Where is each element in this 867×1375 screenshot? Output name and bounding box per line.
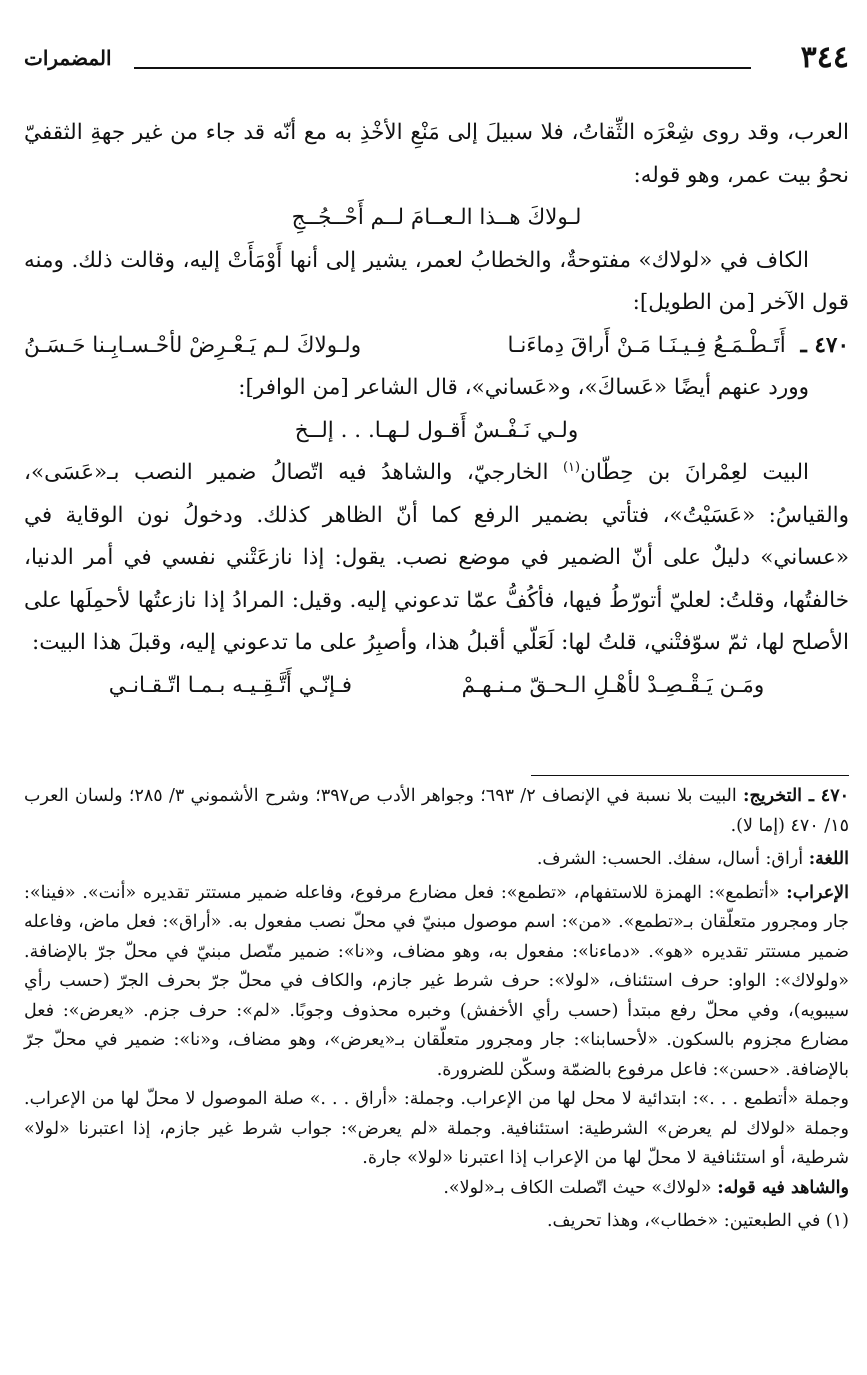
footnotes: [24, 782, 849, 1237]
hemistich-text: أَتَـطْـمَـعُ فِـيـنَـا مَـنْ أَراقَ دِماءَنـا: [507, 332, 786, 358]
verse-number: ٤٧٠ ـ: [800, 332, 849, 358]
note-text: البيت بلا نسبة في الإنصاف ٢/ ٦٩٣؛ وجواهر الأدب ص٣٩٧؛ وشرح الأشموني ٣/ ٢٨٥؛ ولسان العرب ١٥/ ٤٧٠ (إما لا).: [24, 786, 849, 836]
footnote-1: (١) في الطبعتين: «خطاب»، وهذا تحريف.: [546, 1211, 849, 1231]
jumal-note: وجملة «أتطمع . . .»: ابتدائية لا محل لها من الإعراب. وجملة: «أراق . . .» صلة الموصول لا محلّ لها من الإعراب. وجملة «لولاك لم يعرض» الشرطية: استئنافية. وجملة «لم يعرض»: جواب شرط غير جازم، إذا اعتبرنا «لولا» شرطية، أو استئنافية لا محلّ لها من الإعراب إذا اعتبرنا «لولا» جارة.: [24, 1089, 849, 1168]
page-header: [24, 38, 849, 78]
paragraph-text: البيت لعِمْرانَ بن حِطّان: [580, 460, 809, 485]
verse-470: [24, 325, 849, 368]
shahid-note: [24, 1174, 849, 1204]
verse-second-hemistich: فـإنّـي أَتَّـقِـيـه بـمـا اتّـقـانـي: [108, 672, 353, 698]
footnote-marker: (١): [562, 459, 581, 475]
main-text: [24, 112, 849, 707]
verse-line-pair: [24, 665, 849, 708]
verse-470-first-hemistich: [508, 325, 849, 368]
note-label: ٤٧٠ ـ التخريج:: [742, 786, 849, 806]
note-label: والشاهد فيه قوله:: [717, 1177, 849, 1198]
paragraph: [24, 452, 849, 665]
note-text: «لولاك» حيث اتّصلت الكاف بـ«لولا».: [443, 1177, 718, 1198]
verse-first-hemistich: ومَـن يَـقْـصِـدْ لأهْـلِ الـحـقّ مـنـهـمْ: [461, 672, 765, 698]
verse-line: ولـي نَـفْـسٌ أَقـول لـهـا. . . إلــخ: [294, 417, 579, 443]
note-label: اللغة:: [808, 849, 849, 869]
book-page: [24, 0, 849, 1375]
header-rule: [134, 67, 751, 69]
paragraph: الكاف في «لولاك» مفتوحةٌ، والخطابُ لعمر، يشير إلى أنها أَوْمَأَتْ إليه، وقالت ذلك. ومنه قول الآخر [من الطويل]:: [24, 247, 849, 315]
note-text: أراق: أسال، سفك. الحسب: الشرف.: [536, 849, 809, 869]
running-head: المضمرات: [24, 46, 112, 70]
lugha-note: [24, 845, 849, 875]
page-number: ٣٤٤: [800, 40, 849, 75]
irab-note: [24, 879, 849, 1086]
takhrij-note: [24, 782, 849, 841]
note-label: الإعراب:: [786, 882, 849, 903]
verse-470-second-hemistich: ولـولاكَ لـم يَـعْـرِضْ لأحْـسـابِـنا حَـسَـنُ: [24, 332, 362, 358]
note-text: «أتطمع»: الهمزة للاستفهام، «تطمع»: فعل مضارع مرفوع، وفاعله ضمير مستتر تقديره «أنت». «فينا»: جار ومجرور متعلّقان بـ«تطمع». «من»: اسم موصول مبنيّ في محلّ نصب مفعول به. «أراق»: فعل ماض، وفاعله ضمير مستتر تقديره «هو». «دماءنا»: مفعول به، وهو مضاف، و«نا»: ضمير متّصل مبنيّ في محلّ جرّ بالإضافة. «ولولاك»: الواو: حرف استئناف، «لولا»: حرف شرط غير جازم، والكاف في محلّ جرّ بحرف الجرّ (حسب رأي سيبويه)، وفي محلّ رفع مبتدأ (حسب رأي الأخفش) وخبره محذوف وجوبًا. «لم»: حرف جزم. «يعرض»: فعل مضارع مجزوم بالسكون. «لأحسابنا»: جار ومجرور متعلّقان بـ«يعرض»، وهو مضاف، و«نا»: ضمير في محلّ جرّ بالإضافة. «حسن»: فاعل مرفوع بالضمّة وسكّن للضرورة.: [24, 882, 849, 1080]
paragraph: العرب، وقد روى شِعْرَه الثِّقاتُ، فلا سبيلَ إلى مَنْعِ الأخْذِ به مع أنّه قد جاء من غير جهةِ الثقفيّ نحوُ بيت عمر، وهو قوله:: [24, 120, 849, 188]
footnote-separator: [531, 775, 849, 776]
verse-line: لـولاكَ هــذا الـعــامَ لــم أَحْــجُــجِ: [291, 205, 582, 230]
paragraph-text: الخارجيّ، والشاهدُ فيه اتّصالُ ضمير النصب بـ«عَسَى»، والقياسُ: «عَسَيْتُ»، فتأتي بضمير الرفع كما أنّ الظاهر كذلك. ودخولُ نون الوقاية في «عساني» دليلٌ على أنّ الضمير في موضع نصب. يقول: إذا نازعَتْني نفسي في أمر الدنيا، خالفتُها، وقلتُ: لعليّ أتورّطُ فيها، فأكُفُّ عمّا تدعوني إليه. وقيل: المرادُ إذا نازعتُها لأحمِلَها على الأصلح لها، ثمّ سوّفتْني، قلتُ لها: لَعَلّي أقبلُ هذا، وأصبِرُ على ما تدعوني إليه، وقبلَ هذا البيت:: [24, 460, 849, 655]
paragraph: وورد عنهم أيضًا «عَساكَ»، و«عَساني»، قال الشاعر [من الوافر]:: [238, 375, 809, 400]
